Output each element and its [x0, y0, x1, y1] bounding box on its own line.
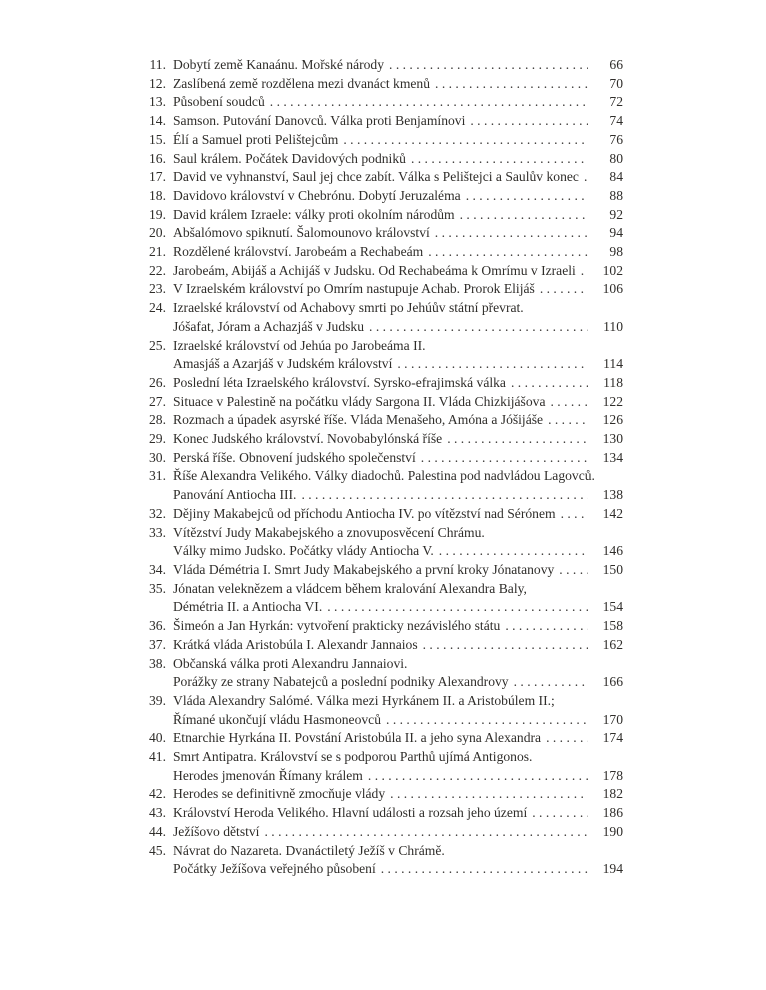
- entry-title: Království Heroda Velikého. Hlavní události a rozsah jeho území: [173, 805, 528, 821]
- toc-row: [139, 355, 623, 374]
- dot-leader: [466, 187, 588, 206]
- entry-title: Krátká vláda Aristobúla I. Alexandr Jannaios: [173, 636, 418, 652]
- entry-title: Jóšafat, Jóram a Achazjáš v Judsku: [173, 318, 365, 334]
- entry-number: 16.: [149, 150, 166, 166]
- entry-number: 23.: [149, 281, 166, 297]
- entry-page-number: 74: [609, 113, 623, 129]
- dot-leader: [386, 711, 588, 730]
- entry-page-number: 178: [602, 767, 623, 783]
- entry-page-number: 170: [602, 711, 623, 727]
- entry-title: Rozdělené království. Jarobeám a Rechabeám: [173, 244, 424, 260]
- entry-title: Smrt Antipatra. Království se s podporou Parthů ujímá Antigonos.: [173, 749, 533, 765]
- entry-number: 44.: [149, 823, 166, 839]
- toc-row: [139, 748, 623, 767]
- entry-title: Perská říše. Obnovení judského společenství: [173, 449, 416, 465]
- toc-row: [139, 187, 623, 206]
- toc-row: [139, 561, 623, 580]
- entry-number: 21.: [149, 244, 166, 260]
- toc-row: [139, 524, 623, 543]
- toc-row: [139, 636, 623, 655]
- entry-page-number: 110: [603, 318, 623, 334]
- entry-title: Občanská válka proti Alexandru Jannaiovi.: [173, 655, 408, 671]
- dot-leader: [470, 112, 588, 131]
- entry-page-number: 182: [602, 786, 623, 802]
- entry-number: 25.: [149, 337, 166, 353]
- entry-title: Samson. Putování Danovců. Válka proti Benjamínovi: [173, 113, 466, 129]
- toc-row: [139, 692, 623, 711]
- dot-leader: [561, 505, 588, 524]
- toc-row: [139, 75, 623, 94]
- toc-row: [139, 673, 623, 692]
- entry-number: 20.: [149, 225, 166, 241]
- toc-row: [139, 299, 623, 318]
- toc-list: [139, 56, 623, 879]
- toc-row: [139, 411, 623, 430]
- toc-row: [139, 224, 623, 243]
- entry-title: Konec Judského království. Novobabylónská říše: [173, 431, 443, 447]
- entry-page-number: 130: [602, 431, 623, 447]
- entry-title: Vítězství Judy Makabejského a znovuposvěcení Chrámu.: [173, 524, 485, 540]
- entry-page-number: 122: [602, 393, 623, 409]
- entry-number: 13.: [149, 94, 166, 110]
- dot-leader: [421, 449, 588, 468]
- entry-title: Římané ukončují vládu Hasmoneovců: [173, 711, 382, 727]
- toc-row: [139, 804, 623, 823]
- entry-title: David ve vyhnanství, Saul jej chce zabít. Válka s Pelištejci a Saulův konec: [173, 169, 579, 185]
- entry-number: 18.: [149, 187, 166, 203]
- toc-row: [139, 785, 623, 804]
- toc-row: [139, 337, 623, 356]
- entry-number: 29.: [149, 431, 166, 447]
- entry-number: 45.: [149, 842, 166, 858]
- entry-title: Návrat do Nazareta. Dvanáctiletý Ježíš v Chrámě.: [173, 842, 445, 858]
- entry-number: 37.: [149, 636, 166, 652]
- dot-leader: [435, 224, 588, 243]
- entry-number: 39.: [149, 692, 166, 708]
- toc-row: [139, 486, 623, 505]
- dot-leader: [343, 131, 588, 150]
- entry-title: Abšalómovo spiknutí. Šalomounovo království: [173, 225, 430, 241]
- entry-title: Počátky Ježíšova veřejného působení: [173, 861, 376, 877]
- toc-row: [139, 393, 623, 412]
- entry-number: 32.: [149, 505, 166, 521]
- entry-title: Vláda Démétria I. Smrt Judy Makabejského a první kroky Jónatanovy: [173, 561, 555, 577]
- entry-number: 42.: [149, 786, 166, 802]
- entry-number: 36.: [149, 618, 166, 634]
- toc-row: [139, 617, 623, 636]
- dot-leader: [390, 785, 588, 804]
- toc-row: [139, 243, 623, 262]
- entry-number: 28.: [149, 412, 166, 428]
- toc-row: [139, 823, 623, 842]
- entry-title: Élí a Samuel proti Pelištejcům: [173, 131, 339, 147]
- dot-leader: [381, 860, 588, 879]
- toc-row: [139, 842, 623, 861]
- entry-title: Démétria II. a Antiocha VI.: [173, 599, 323, 615]
- toc-row: [139, 467, 623, 486]
- entry-page-number: 80: [609, 150, 623, 166]
- entry-page-number: 150: [602, 561, 623, 577]
- dot-leader: [514, 673, 588, 692]
- entry-number: 27.: [149, 393, 166, 409]
- entry-number: 34.: [149, 561, 166, 577]
- entry-number: 17.: [149, 169, 166, 185]
- entry-page-number: 186: [602, 805, 623, 821]
- entry-title: Poslední léta Izraelského království. Syrsko-efrajimská válka: [173, 374, 506, 390]
- entry-title: David králem Izraele: války proti okolním národům: [173, 206, 455, 222]
- toc-row: [139, 112, 623, 131]
- entry-title: Porážky ze strany Nabatejců a poslední podniky Alexandrovy: [173, 674, 509, 690]
- toc-row: [139, 168, 623, 187]
- toc-row: [139, 206, 623, 225]
- entry-number: 40.: [149, 730, 166, 746]
- toc-row: [139, 318, 623, 337]
- dot-leader: [548, 411, 588, 430]
- dot-leader: [559, 561, 588, 580]
- entry-title: Války mimo Judsko. Počátky vlády Antiocha V.: [173, 543, 434, 559]
- toc-row: [139, 729, 623, 748]
- entry-page-number: 154: [602, 599, 623, 615]
- entry-page-number: 92: [609, 206, 623, 222]
- entry-page-number: 66: [609, 57, 623, 72]
- toc-row: [139, 860, 623, 879]
- toc-row: [139, 711, 623, 730]
- dot-leader: [540, 280, 588, 299]
- entry-page-number: 94: [609, 225, 623, 241]
- dot-leader: [584, 168, 588, 187]
- entry-page-number: 190: [602, 823, 623, 839]
- dot-leader: [301, 486, 588, 505]
- entry-page-number: 118: [603, 374, 623, 390]
- entry-page-number: 146: [602, 543, 623, 559]
- entry-page-number: 194: [602, 861, 623, 877]
- entry-number: 43.: [149, 805, 166, 821]
- toc-row: [139, 598, 623, 617]
- toc-row: [139, 449, 623, 468]
- dot-leader: [505, 617, 588, 636]
- dot-leader: [368, 767, 588, 786]
- entry-title: Zaslíbená země rozdělena mezi dvanáct kmenů: [173, 75, 431, 91]
- dot-leader: [546, 729, 588, 748]
- entry-title: Etnarchie Hyrkána II. Povstání Aristobúla II. a jeho syna Alexandra: [173, 730, 542, 746]
- entry-page-number: 76: [609, 131, 623, 147]
- entry-page-number: 98: [609, 244, 623, 260]
- entry-title: Herodes jmenován Římany králem: [173, 767, 363, 783]
- entry-number: 12.: [149, 75, 166, 91]
- entry-number: 30.: [149, 449, 166, 465]
- entry-number: 22.: [149, 262, 166, 278]
- toc-row: [139, 430, 623, 449]
- dot-leader: [447, 430, 588, 449]
- toc-row: [139, 280, 623, 299]
- entry-number: 19.: [149, 206, 166, 222]
- entry-page-number: 70: [609, 75, 623, 91]
- entry-page-number: 134: [602, 449, 623, 465]
- entry-title: Vláda Alexandry Salómé. Válka mezi Hyrkánem II. a Aristobúlem II.;: [173, 692, 555, 708]
- table-of-contents: [139, 56, 623, 879]
- dot-leader: [439, 542, 588, 561]
- entry-page-number: 158: [602, 618, 623, 634]
- entry-page-number: 88: [609, 187, 623, 203]
- entry-title: Působení soudců: [173, 94, 265, 110]
- toc-row: [139, 131, 623, 150]
- entry-title: Amasjáš a Azarjáš v Judském království: [173, 356, 393, 372]
- entry-number: 15.: [149, 131, 166, 147]
- entry-title: Jarobeám, Abijáš a Achijáš v Judsku. Od Rechabeáma k Omrímu v Izraeli: [173, 262, 576, 278]
- toc-row: [139, 93, 623, 112]
- toc-row: [139, 56, 623, 75]
- entry-title: Ježíšovo dětství: [173, 823, 260, 839]
- entry-title: Izraelské království od Achabovy smrti po Jehúův státní převrat.: [173, 300, 524, 316]
- entry-number: 35.: [149, 580, 166, 596]
- entry-title: Situace v Palestině na počátku vlády Sargona II. Vláda Chizkijášova: [173, 393, 546, 409]
- entry-title: Jónatan veleknězem a vládcem během kralování Alexandra Baly,: [173, 580, 527, 596]
- dot-leader: [581, 262, 588, 281]
- entry-page-number: 142: [602, 505, 623, 521]
- entry-page-number: 126: [602, 412, 623, 428]
- entry-title: Dějiny Makabejců od příchodu Antiocha IV. po vítězství nad Sérónem: [173, 505, 556, 521]
- entry-page-number: 84: [609, 169, 623, 185]
- entry-number: 11.: [149, 57, 166, 72]
- toc-row: [139, 655, 623, 674]
- entry-title: Davidovo království v Chebrónu. Dobytí Jeruzaléma: [173, 187, 461, 203]
- entry-page-number: 162: [602, 636, 623, 652]
- toc-row: [139, 542, 623, 561]
- entry-title: Dobytí země Kanaánu. Mořské národy: [173, 57, 385, 72]
- dot-leader: [369, 318, 588, 337]
- entry-title: Rozmach a úpadek asyrské říše. Vláda Menašeho, Amóna a Jóšijáše: [173, 412, 544, 428]
- toc-row: [139, 580, 623, 599]
- toc-row: [139, 374, 623, 393]
- entry-title: Saul králem. Počátek Davidových podniků: [173, 150, 406, 166]
- dot-leader: [460, 206, 588, 225]
- entry-page-number: 114: [603, 356, 623, 372]
- entry-page-number: 174: [602, 730, 623, 746]
- dot-leader: [411, 150, 588, 169]
- entry-number: 14.: [149, 113, 166, 129]
- entry-title: Herodes se definitivně zmocňuje vlády: [173, 786, 386, 802]
- entry-title: Říše Alexandra Velikého. Války diadochů. Palestina pod nadvládou Lagovců.: [173, 468, 595, 484]
- dot-leader: [327, 598, 588, 617]
- dot-leader: [511, 374, 588, 393]
- entry-page-number: 72: [609, 94, 623, 110]
- dot-leader: [435, 75, 588, 94]
- entry-page-number: 138: [602, 487, 623, 503]
- entry-page-number: 106: [602, 281, 623, 297]
- toc-row: [139, 262, 623, 281]
- entry-title: Panování Antiocha III.: [173, 487, 297, 503]
- dot-leader: [423, 636, 588, 655]
- dot-leader: [264, 823, 588, 842]
- dot-leader: [550, 393, 588, 412]
- entry-page-number: 166: [602, 674, 623, 690]
- toc-row: [139, 505, 623, 524]
- dot-leader: [270, 93, 588, 112]
- entry-number: 33.: [149, 524, 166, 540]
- dot-leader: [532, 804, 588, 823]
- dot-leader: [428, 243, 588, 262]
- entry-title: V Izraelském království po Omrím nastupuje Achab. Prorok Elijáš: [173, 281, 535, 297]
- dot-leader: [389, 56, 588, 75]
- entry-number: 38.: [149, 655, 166, 671]
- entry-number: 26.: [149, 374, 166, 390]
- entry-title: Šimeón a Jan Hyrkán: vytvoření prakticky nezávislého státu: [173, 618, 501, 634]
- dot-leader: [397, 355, 588, 374]
- entry-number: 24.: [149, 300, 166, 316]
- entry-page-number: 102: [602, 262, 623, 278]
- entry-number: 31.: [149, 468, 166, 484]
- entry-number: 41.: [149, 749, 166, 765]
- toc-row: [139, 767, 623, 786]
- entry-title: Izraelské království od Jehúa po Jarobeáma II.: [173, 337, 426, 353]
- toc-row: [139, 150, 623, 169]
